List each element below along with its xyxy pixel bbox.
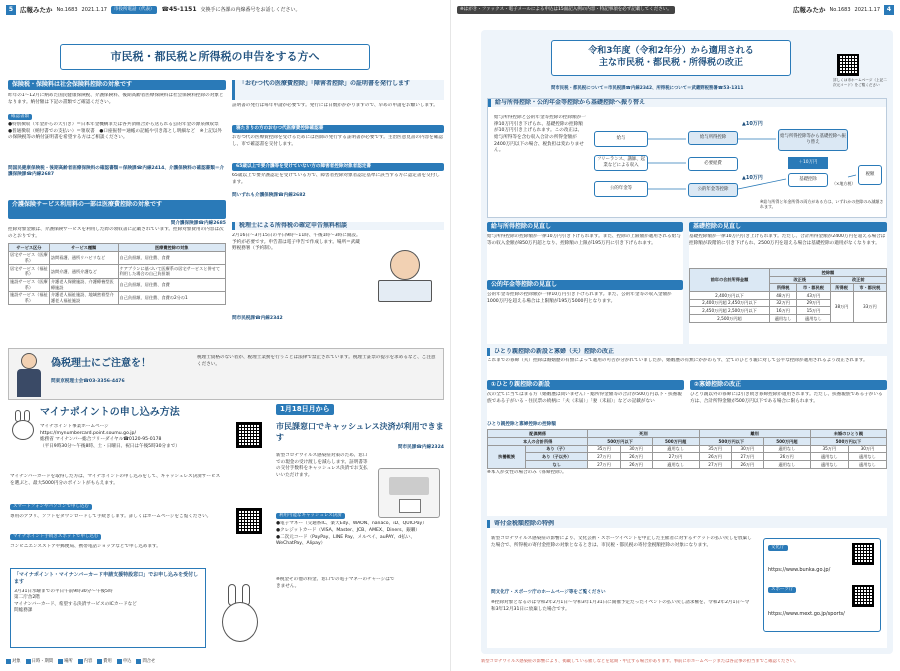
section-contact: 問市民税課☎内線2342 <box>232 316 283 322</box>
panel-title-line2: 主な市民税・都民税・所得税の改正 <box>598 58 743 68</box>
table-cell: 適用なし <box>848 453 886 461</box>
table-cell: 27万円 <box>588 461 620 469</box>
sub-body-2: ひとり親以外の寡婦には引き続き寡婦控除が適用されます。ただし、扶養親族である子がいる方は、合計所得金額が500万円以下である場合に限られます。 <box>690 392 883 404</box>
section-single-parent <box>487 348 887 516</box>
table-cell: 27万円 <box>588 453 620 461</box>
necessary-expenses: 必要経費 <box>688 157 738 171</box>
box-heading: 「マイナポイント・マイナンバーカード申請支援特設窓口」でお申し込みを受付します <box>14 572 199 585</box>
table-note: ※本人が女性の場合のみ（寡婦控除）。 <box>487 469 567 475</box>
laptop-illustration-icon <box>372 250 438 302</box>
section-heading: 偽税理士にご注意を！ <box>51 358 151 369</box>
section-fake-accountant <box>8 348 444 400</box>
col-divorced: 離別 <box>699 430 810 438</box>
section-body: これまでの寡婦（夫）控除は婚姻歴の有無によって適用の可否が分かれていましたが、婚姻歴の有無にかかわらず、全てのひとり親に対して公平な控除が適用されるよう改正されます。 <box>487 358 868 364</box>
income-freelance: フリーランス、講師、起業などによる収入 <box>594 155 648 171</box>
table-cell: 2,400万円超 2,450万円以下 <box>690 299 770 307</box>
table-cell: 適用なし <box>763 461 810 469</box>
section-heading: ひとり親控除の新設と寡婦（夫）控除の改正 <box>487 348 887 356</box>
table-cell: 適用なし <box>652 461 699 469</box>
masthead: 広報みたか <box>20 5 53 14</box>
section-heading: 給与所得控除の見直し <box>487 222 683 232</box>
qr-code-icon-sports[interactable] <box>852 585 874 607</box>
sub-heading: 確認書類 <box>8 114 32 120</box>
issue-date: 2021.1.17 <box>81 6 107 13</box>
income-pension: 公的年金等 <box>594 181 648 197</box>
table-cell: 2,500万円超 <box>690 315 770 323</box>
section-heading: 税理士による所得税の確定申告無料相談 <box>232 222 444 230</box>
col-before: 改正前 <box>830 276 886 284</box>
section-body: 新型コロナウイルス感染症対策のため、窓口での現金の受け渡しを減らします。証明書等の交付手数料をキャッシュレス決済でお支払いいただけます。 <box>276 453 368 479</box>
table-row <box>488 445 887 453</box>
minus-marker: ▲10万円 <box>742 121 763 127</box>
page-title: 市民税・都民税と所得税の申告をする方へ <box>60 44 370 70</box>
sub-heading-2: マイナポイント手続きスポットで申し込む <box>10 534 101 540</box>
table-caption: ひとり親控除と寡婦控除の控除額 <box>487 422 556 428</box>
section-heading: 「おむつ代の医療費控除」「障害者控除」の証明書を発行します <box>232 80 444 100</box>
table-row <box>488 453 887 461</box>
col-local-tax: 市・都民税 <box>853 284 886 292</box>
table-header: サービス種類 <box>49 244 118 252</box>
mynapoint-site: マイナポイント事業ホームページ <box>40 424 109 429</box>
qr-payment-item: ●二次元コード（PayPay、LINE Pay、メルペイ、auPAY、d払い、WeChatPay、Alipay） <box>276 534 415 547</box>
table-row <box>488 461 887 469</box>
section-donation <box>487 520 887 648</box>
legend-item: 問合せ <box>136 659 155 665</box>
col-income-band: 500万円以下 <box>810 438 886 446</box>
section-care-service <box>8 200 226 345</box>
section-body: 証明書の発行は毎年申請が必要です。発行には日数がかかりますので、早めの申請をお願いします。 <box>232 103 438 108</box>
table-cell: 介護老人福祉施設、地域密着型介護老人福祉施設 <box>49 291 118 304</box>
mynapoint-url[interactable]: https://mynumbercard.point.soumu.go.jp/ <box>40 430 136 436</box>
sub-heading-2: 65歳以上で要介護等を受けていない方の障害者控除対象者認定書 <box>232 163 444 171</box>
col-income-band: 500万円超 <box>652 438 699 446</box>
table-cell: 38万円 <box>830 292 853 323</box>
mynapoint-hours: （平日9時30分〜午後8時、土・日曜日、祝日は午後5時30分まで） <box>40 443 180 449</box>
section-cashless <box>276 404 444 654</box>
col-income-band: 500万円以下 <box>699 438 763 446</box>
table-row <box>9 265 226 278</box>
sub-heading: ①ひとり親控除の新設 <box>487 380 684 390</box>
legend-item: 場所 <box>58 659 73 665</box>
table-cell: 29万円 <box>797 299 830 307</box>
basic-deduction: 基礎控除 <box>788 173 828 187</box>
table-cell: 適用なし <box>652 445 699 453</box>
col-unmarried: 未婚のひとり親 <box>810 430 886 438</box>
credit-item: ●クレジットカード（VISA、Master、JCB、AMEX、Diners、銀聯） <box>276 527 420 533</box>
sub-body: 次の全てに当てはまる方（婚姻歴は問いません）・総所得金額等の合計が500万円以下・扶養親族である子がいる・住民票の続柄に「夫（未届）」「妻（未届）」などの記載がない <box>487 392 682 404</box>
section-heading: 介護保険サービス利用料の一部は医療費控除の対象です <box>8 200 226 219</box>
mascot-icon-2 <box>220 584 260 644</box>
minus-marker-2: ▲10万円 <box>742 175 763 181</box>
sports-label: スポーツ庁 <box>768 587 796 593</box>
section-body: 昨年の1〜12月に納めた国民健康保険税、介護保険料、後期高齢者医療保険料は社会保険料控除の対象となります。納付額は下記の書類でご確認ください。 <box>8 93 224 105</box>
section-contact: 問文化庁・スポーツ庁のホームページ等をご覧ください <box>491 590 606 595</box>
section-body: マイナンバーカードを取得した方は、マイナポイントの申し込みをして、キャッシュレス決済サービスを選ぶと、最大5000円分のポイントがもらえます。 <box>10 474 221 486</box>
table-cell: 適用なし <box>763 445 810 453</box>
phone-note: 交換手に各課の内線番号をお話しください。 <box>200 6 301 13</box>
shift-label: 給与所得控除等から基礎控除へ振り替え <box>778 129 848 151</box>
section-contact: 問介護保険課☎内線2685 <box>170 221 226 226</box>
row-label-dependents: 扶養親族 <box>488 445 526 468</box>
section-salary-review <box>487 222 683 344</box>
table-cell: 2,400万円以下 <box>690 292 770 300</box>
section-heading-2: 公的年金等控除の見直し <box>487 280 683 290</box>
col-income-tax: 所得税 <box>830 284 853 292</box>
table-cell: 26万円 <box>731 461 763 469</box>
col-local-tax: 市・都民税 <box>797 284 830 292</box>
pension-deduction: 公的年金等控除 <box>688 183 738 197</box>
table-cell: 施設サービス（福祉系） <box>10 292 48 304</box>
col-income-tax: 所得税 <box>769 284 796 292</box>
official-illustration-icon <box>15 353 43 397</box>
box-item: 3月31日水曜までの平日午前9時30分〜午後5時 <box>14 588 113 594</box>
table-cell: 30万円 <box>731 445 763 453</box>
table-cell: 訪問介護、通所介護など <box>49 265 118 278</box>
section-heading: 寄付金税額控除の特例 <box>487 520 887 528</box>
box-list <box>14 589 202 616</box>
table-cell: 30万円 <box>620 445 652 453</box>
section-basic-review <box>689 222 887 344</box>
row-label: あり（子以外） <box>526 453 588 461</box>
single-parent-table <box>487 429 887 468</box>
table-header: サービス区分 <box>9 244 50 252</box>
sub-body-2: 65歳以上で要介護認定を受けている方で、障害者控除対象者認定基準に該当する方に認定書を交付します。 <box>232 173 440 186</box>
table-cell: 適用なし <box>848 461 886 469</box>
qr-code-icon[interactable] <box>236 422 262 448</box>
section-body: 控除対象金額は、介護保険サービスを利用した際の領収書に記載されています。控除対象費用の内容は次のとおりです。 <box>8 227 224 239</box>
col-income: 前年の合計所得金額 <box>690 269 770 292</box>
section-mynapoint <box>8 404 270 654</box>
sports-url[interactable]: https://www.mext.go.jp/sports/ <box>768 611 845 617</box>
page-number: 5 <box>6 5 16 15</box>
section-body: 基礎控除額が一律10万円引き上げられます。ただし、合計所得金額が2400万円を超える場合は控除額が段階的に引き下げられ、2500万円を超える場合は基礎控除の適用がなくなります。 <box>689 234 886 246</box>
table-cell: 適用なし <box>810 461 848 469</box>
section-body: 給与所得控除と公的年金等控除の控除額が一律10万円引き下げられ、基礎控除の控除額が10万円引き上げられます。この改正は、給与所得等を含む収入合計の所得金額が2400万円以下の場合、税負担は変わりません。 <box>494 115 586 154</box>
table-cell: 35万円 <box>699 445 731 453</box>
table-cell: 26万円 <box>763 453 810 461</box>
qr-code-icon[interactable] <box>837 54 859 76</box>
table-cell: ケアプランに基づいて医療系の居宅サービスと併せて利用した場合の自己負担額 <box>118 265 226 278</box>
section-heading: 市民課窓口でキャッシュレス決済が利用できます <box>276 422 444 442</box>
section-body: 新型コロナウイルス感染症の影響により、文化芸術・スポーツイベントを中止した主催者に対するチケットの払い戻しを放棄した場合で、所得税の寄付金控除の対象となるときは、市民税・都民税の寄付金税額控除の対象になります。 <box>491 536 752 548</box>
table-cell: 適用なし <box>797 315 830 323</box>
section-contact: 問東京税理士会☎03-3356-4476 <box>51 379 125 384</box>
col-deduction: 控除額 <box>769 269 886 277</box>
table-cell: 26万円 <box>620 461 652 469</box>
page-header <box>6 3 444 17</box>
panel-contact: 問市民税・都民税について＝市民税課☎内線2342、所得税について＝武蔵野税務署☎53-1311 <box>551 86 744 91</box>
table-cell: 15万円 <box>797 307 830 315</box>
col-relation: 配偶関係 <box>488 430 588 438</box>
footer-notice: 新型コロナウイルス感染症の影響により、掲載している催しなどを延期・中止する場合があります。事前に市ホームページまたは各記事の担当までご確認ください。 <box>481 659 799 665</box>
table-cell: 35万円 <box>810 445 848 453</box>
sub-heading: スマートフォンやパソコンで申し込む <box>10 504 92 510</box>
header-note: ※はがき・ファックス・電子メールによる申込は15面記入例の内容・特記事項を必ず記載してください。 <box>457 6 675 14</box>
sub-heading-2: ②寡婦控除の改正 <box>690 380 887 390</box>
section-contact: 問いずれも介護保険課☎内線2682 <box>232 193 306 199</box>
table-cell: 35万円 <box>588 445 620 453</box>
issue-number: No.1683 <box>829 6 851 13</box>
sub-body: 専用のアプリ、ソフトをダウンロードして手続きします。詳しくはホームページをご覧ください。 <box>10 514 212 519</box>
section-body: 2月16日〜3月15日の平日9時〜11時、午後1時〜3時に開設。予約が必要です。申告書は電子申告で作成します。場所＝武蔵野税務署（予約制）。 <box>232 233 361 252</box>
diagram-note: ※給与所得と年金所得の両方がある方は、いずれかの控除のみ減額されます。 <box>760 199 884 210</box>
page-number: 4 <box>884 5 894 15</box>
table-cell: 適用なし <box>769 315 796 323</box>
table-header: 医療費控除の対象 <box>118 244 226 252</box>
page-header <box>457 3 894 17</box>
masthead: 広報みたか <box>793 5 826 14</box>
section-body: 税理士資格のない者が、税理士業務を行うことは法律で禁止されています。税理士証票の提示を求めるなど、ご注意ください。 <box>197 355 436 367</box>
section-deduction-shift <box>487 98 887 218</box>
section-body-2: 公的年金等控除の控除額が一律10万円引き下げられます。また、公的年金等の収入金額が1000万円を超える場合は上限額が195万5000円となります。 <box>487 292 672 304</box>
table-cell: 16万円 <box>769 307 796 315</box>
bunka-url[interactable]: https://www.bunka.go.jp/ <box>768 567 831 573</box>
section-heading: 給与所得控除・公的年金等控除から基礎控除へ振り替え <box>488 99 886 107</box>
table-cell: 訪問看護、通所リハビリなど <box>49 251 118 264</box>
table-row <box>9 291 226 304</box>
legend-item: 費用 <box>97 659 112 665</box>
section-heading: 基礎控除の見直し <box>689 222 887 232</box>
sub-body: おむつ代の医療費控除を受けるためには医師の発行する証明書が必要です。主治医意見書の内容を確認し、市で確認書を交付します。 <box>232 135 443 147</box>
table-cell: 介護老人保健施設、介護療養型医療施設 <box>49 278 118 291</box>
col-income-band: 500万円超 <box>763 438 810 446</box>
issue-number: No.1683 <box>56 6 78 13</box>
panel-title-line1: 令和3年度（令和2年分）から適用される <box>588 46 754 57</box>
table-row <box>9 251 226 264</box>
card-terminal-illustration-icon <box>378 468 440 518</box>
links-box <box>763 538 881 632</box>
section-body: 給与所得控除の控除額が一律10万円引き下げられます。また、控除の上限額が適用される給与等の収入金額が850万円超となり、控除額の上限が195万円に引き下げられます。 <box>487 234 681 246</box>
table-cell: 居宅サービス（医療系） <box>10 252 48 264</box>
support-desk-box <box>10 568 206 648</box>
table-cell: 27万円 <box>699 461 731 469</box>
table-cell: 30万円 <box>848 445 886 453</box>
salary-deduction: 給与所得控除 <box>688 131 738 145</box>
section-tax-consultation <box>232 222 444 342</box>
tax-amount: 税額 <box>858 165 882 185</box>
table-cell: 居宅サービス（福祉系） <box>10 265 48 277</box>
col-bereaved: 死別 <box>588 430 699 438</box>
phone-label: 市役所電話（代表） <box>111 6 158 14</box>
tax-rate-note: （×地方税） <box>832 181 856 186</box>
sub-heading: 利用可能なキャッシュレス決済 <box>276 513 345 519</box>
box-item: マイナンバーカード、希望する決済サービスのICカードなど <box>14 601 137 607</box>
table-cell: 27万円 <box>652 453 699 461</box>
panel-title <box>551 40 791 76</box>
section-certificates <box>232 80 444 220</box>
plus-marker: ＋10万円 <box>788 157 828 169</box>
qr-note: 詳しくは市ホームページ（上記二次元コード）をご覧ください <box>833 78 887 87</box>
section-insurance <box>8 80 226 198</box>
col-income: 本人の合計所得 <box>488 438 588 446</box>
qr-code-icon-bunka[interactable] <box>852 543 874 565</box>
table-cell: 適用なし <box>810 453 848 461</box>
care-table <box>8 243 226 305</box>
bunka-label: 文化庁 <box>768 545 788 551</box>
sub-body-2: コンビニエンスストアや郵便局、携帯電話ショップなどで申し込めます。 <box>10 544 161 549</box>
table-cell: 自己負担額、居住費、食費 <box>118 278 226 291</box>
box-item: 問総務課 <box>14 608 33 614</box>
table-cell: 自己負担額、居住費、食費の2分の1 <box>118 291 226 304</box>
mynapoint-dial: 総務省 マイナンバー総合フリーダイヤル☎0120-95-0178 <box>40 437 162 443</box>
mascot-illustration-icon <box>12 410 34 440</box>
section-note: ※税金その他の料金、窓口での電子マネーのチャージはできません。 <box>276 577 395 589</box>
section-list: ●特別徴収（年金からの天引き）＝日本年金機構または各共済組合から送られる公的年金の源泉徴収票 ●普通徴収（納付書での支払い）＝領収書 ●口座振替＝通帳の記帳や引き落とし明細など ※上記以外の保険税等の納付証明書を希望する方はご相談ください。 <box>8 122 224 141</box>
date-tag: 1月18日月から <box>276 404 334 415</box>
table-cell: 48万円 <box>769 292 796 300</box>
table-row <box>690 292 887 300</box>
qr-code-icon-2[interactable] <box>236 508 262 534</box>
table-row <box>488 430 887 438</box>
legend-item: 対象 <box>6 659 21 665</box>
basic-deduction-table <box>689 268 887 323</box>
legend-item: 申込 <box>117 659 132 665</box>
section-heading: マイナポイントの申し込み方法 <box>40 407 180 418</box>
phone-number: ☎45-1151 <box>161 5 197 13</box>
table-cell: 43万円 <box>797 292 830 300</box>
issue-date: 2021.1.17 <box>854 6 880 13</box>
table-cell: 26万円 <box>699 453 731 461</box>
table-cell: 自己負担額、居住費、食費 <box>118 251 226 264</box>
col-after: 改正後 <box>769 276 830 284</box>
legend-item: 日時・期間 <box>26 659 53 665</box>
page-4 <box>450 0 900 671</box>
table-cell: 32万円 <box>769 299 796 307</box>
emoney-item: ●電子マネー（交通系IC、楽天Edy、WAON、nanaco、iD、QUICPay） <box>276 521 427 527</box>
sub-heading: 寝たきりの方のおむつ代医療費控除確認書 <box>232 125 444 133</box>
table-cell: 26万円 <box>620 453 652 461</box>
section-note: ※控除対象となるのは令和2年2月1日〜令和3年1月31日に開催予定だったイベントの払い戻し請求権を、令和2年2月1日〜令和3年12月31日に放棄した場合です。 <box>491 600 750 612</box>
section-heading: 保険税・保険料は社会保険料控除の対象です <box>8 80 226 90</box>
income-salary: 給与 <box>594 131 648 147</box>
legend-item: 内容 <box>78 659 93 665</box>
box-item: 第二庁舎2階 <box>14 595 40 601</box>
table-row <box>9 278 226 291</box>
col-income-band: 500万円以下 <box>588 438 652 446</box>
section-contact: 問市民課☎内線2324 <box>397 444 444 450</box>
table-cell: 27万円 <box>731 453 763 461</box>
table-cell: 33万円 <box>853 292 886 323</box>
table-row <box>488 438 887 446</box>
row-label: あり（子） <box>526 445 588 453</box>
legend-bar <box>6 657 155 667</box>
row-label: なし <box>526 461 588 469</box>
table-cell: 2,450万円超 2,500万円以下 <box>690 307 770 315</box>
table-cell: 施設サービス（医療系） <box>10 279 48 290</box>
section-contact: 問国民健康保険税・後期高齢者医療保険料の確認書類＝保険課☎内線2414、介護保険料の確認書類＝介護保険課☎内線2687 <box>8 166 225 178</box>
